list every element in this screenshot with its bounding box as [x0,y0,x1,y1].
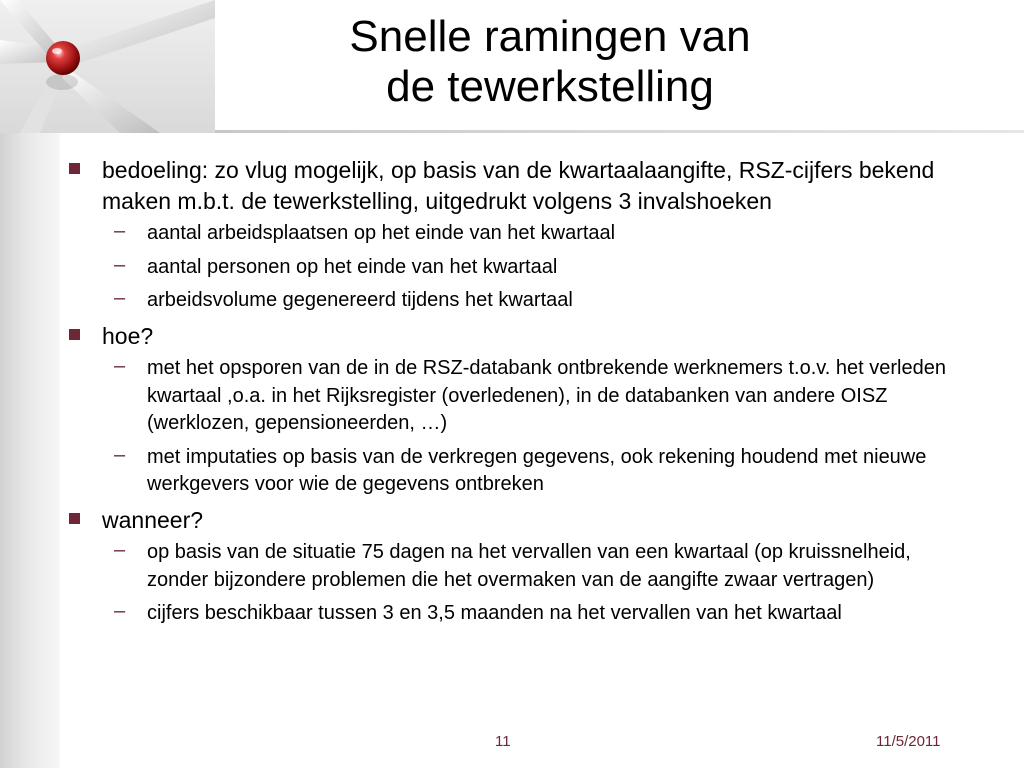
sub-bullet-text: met het opsporen van de in de RSZ-databank ontbrekende werknemers t.o.v. het verleden kwartaal ,o.a. in het Rijksregister (overledenen), in de databanken van andere OISZ (werklozen, gepensioneerden, …) [147,357,946,434]
bullet-item [66,155,966,216]
header-rule [215,130,1024,133]
sub-bullet-text: met imputaties op basis van de verkregen gegevens, ook rekening houdend met nieuwe werkgevers voor wie de gegevens ontbreken [147,445,927,495]
red-sphere-cross-logo [0,0,215,133]
page-number: 11 [495,733,511,750]
sub-bullet-item [114,253,966,282]
dash-bullet-icon: – [114,253,126,276]
left-decor-strip [0,133,60,768]
dash-bullet-icon: – [114,355,126,377]
square-bullet-icon [69,329,80,340]
sub-bullet-item [114,539,966,594]
dash-bullet-icon: – [114,600,126,622]
bullet-item [66,505,966,536]
sub-bullet-item [114,600,966,628]
dash-bullet-icon: – [114,220,126,242]
bullet-text: bedoeling: zo vlug mogelijk, op basis van de kwartaalaangifte, RSZ-cijfers bekend maken m.b.t. de tewerkstelling, uitgedrukt volgens 3 invalshoeken [102,157,935,214]
bullet-item [66,321,966,352]
title-line-2: de tewerkstelling [386,62,714,111]
square-bullet-icon [69,163,80,174]
sub-bullet-item [114,443,966,499]
slide-body [66,155,966,634]
bullet-text: hoe? [102,322,154,349]
title-line-1: Snelle ramingen van [349,12,751,61]
dash-bullet-icon: – [114,287,126,309]
slide-date: 11/5/2011 [876,733,941,750]
sub-bullet-text: op basis van de situatie 75 dagen na het vervallen van een kwartaal (op kruissnelheid, zonder bijzondere problemen die het overmaken van de aangifte zwaar vertragen) [147,541,911,591]
slide-title [215,12,885,112]
square-bullet-icon [69,513,80,524]
dash-bullet-icon: – [114,443,126,466]
sub-bullet-text: cijfers beschikbaar tussen 3 en 3,5 maanden na het vervallen van het kwartaal [147,602,842,624]
sub-bullet-item [114,220,966,248]
sub-bullet-item [114,355,966,438]
sub-bullet-text: aantal personen op het einde van het kwartaal [147,255,558,278]
bullet-text: wanneer? [102,506,204,533]
dash-bullet-icon: – [114,539,126,561]
sub-bullet-text: aantal arbeidsplaatsen op het einde van het kwartaal [147,222,616,244]
sub-bullet-text: arbeidsvolume gegenereerd tijdens het kwartaal [147,289,573,311]
sub-bullet-item [114,287,966,315]
